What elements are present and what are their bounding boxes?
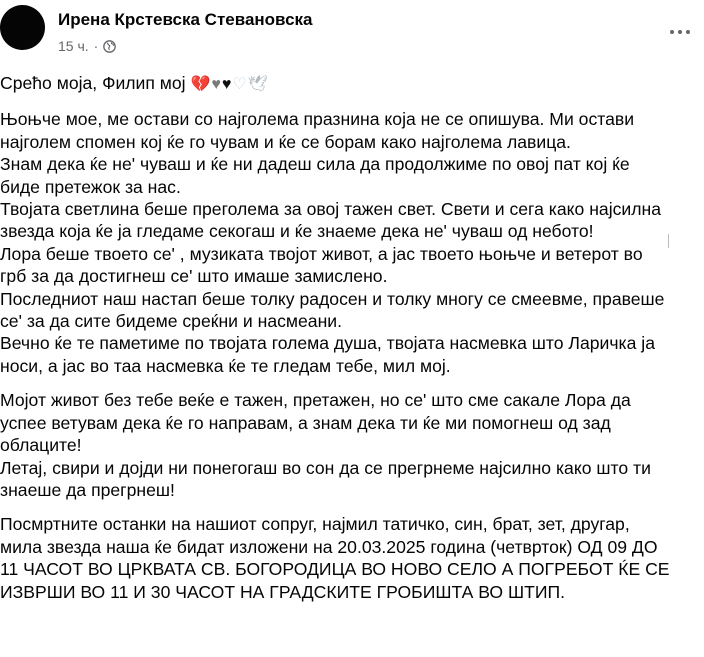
- text-line: мила звезда наша ќе бидат изложени на 20.03.2025 година (четврток) ОД 09 ДО: [0, 536, 658, 557]
- globe-icon[interactable]: [103, 40, 116, 53]
- text-line: најголем спомен кој ќе го чувам и ќе се борам како најголема лавица.: [0, 131, 571, 152]
- greeting-text: Срећо моја, Филип мој: [0, 73, 186, 93]
- white-heart-icon: ♡: [232, 76, 248, 93]
- text-line: звезда која ќе ја гледаме секогаш и ќе знаеме дека не' чуваш од небото!: [0, 221, 594, 242]
- avatar[interactable]: [0, 5, 45, 50]
- text-line: Мојот живот без тебе веќе е тажен, претажен, но се' што сме сакале Лора да: [0, 390, 631, 411]
- broken-heart-icon: 💔: [190, 76, 212, 93]
- author-name[interactable]: Ирена Крстевска Стевановска: [58, 10, 313, 29]
- text-line: биде претежок за нас.: [0, 176, 181, 197]
- text-line: грб за да достигнеш се' што имаше замислено.: [0, 266, 388, 287]
- post-meta: [58, 38, 116, 54]
- text-line: Њоњче мое, ме остави со најголема празнина која не се опишува. Ми остави: [0, 109, 635, 130]
- text-cursor: [668, 234, 669, 248]
- grey-heart-icon: ♥: [211, 76, 222, 93]
- text-line: облаците!: [0, 435, 82, 456]
- text-line: ИЗВРШИ ВО 11 И 30 ЧАСОТ НА ГРАДСКИТЕ ГРОБИШТА ВО ШТИП.: [0, 581, 566, 602]
- dove-icon: 🕊: [247, 76, 270, 93]
- text-line: Лора беше твоето се' , музиката твојот живот, а јас твоето њоњче и ветерот во: [0, 243, 643, 264]
- emoji-row: [190, 76, 269, 93]
- text-line: успее ветувам дека ќе го направам, а знам дека ти ќе ми помогнеш од зад: [0, 412, 611, 433]
- text-line: носи, а јас во таа насмевка ќе те гледам тебе, мил мој.: [0, 355, 451, 376]
- text-line: Посмртните останки на нашиот сопруг, најмил татичко, син, брат, зет, другар,: [0, 514, 630, 535]
- text-line: се' за да сите бидеме среќни и насмеани.: [0, 311, 342, 332]
- more-options-icon[interactable]: [666, 22, 694, 42]
- post-time[interactable]: 15 ч.: [58, 38, 89, 54]
- text-line: Знам дека ќе не' чуваш и ќе ни дадеш сила да продолжиме по овој пат кој ќе: [0, 154, 630, 175]
- text-line: Твојата светлина беше преголема за овој тажен свет. Свети и сега како најсилна: [0, 199, 661, 220]
- meta-separator: ·: [93, 38, 99, 54]
- post-text: [0, 72, 700, 603]
- text-line: Вечно ќе те паметиме по твојата голема душа, твојата насмевка што Ларичка ја: [0, 333, 655, 354]
- text-line: знаеше да прегрнеш!: [0, 479, 175, 500]
- black-heart-icon: ♥: [221, 76, 233, 93]
- greeting-line: [0, 72, 700, 96]
- text-line: 11 ЧАСОТ ВО ЦРКВАТА СВ. БОГОРОДИЦА ВО НОВО СЕЛО А ПОГРЕБОТ ЌЕ СЕ: [0, 559, 670, 580]
- text-line: Летај, свири и дојди ни понегогаш во сон да се прегрнеме најсилно како што ти: [0, 457, 651, 478]
- text-line: Последниот наш настап беше толку радосен и толку многу се смеевме, правеше: [0, 288, 665, 309]
